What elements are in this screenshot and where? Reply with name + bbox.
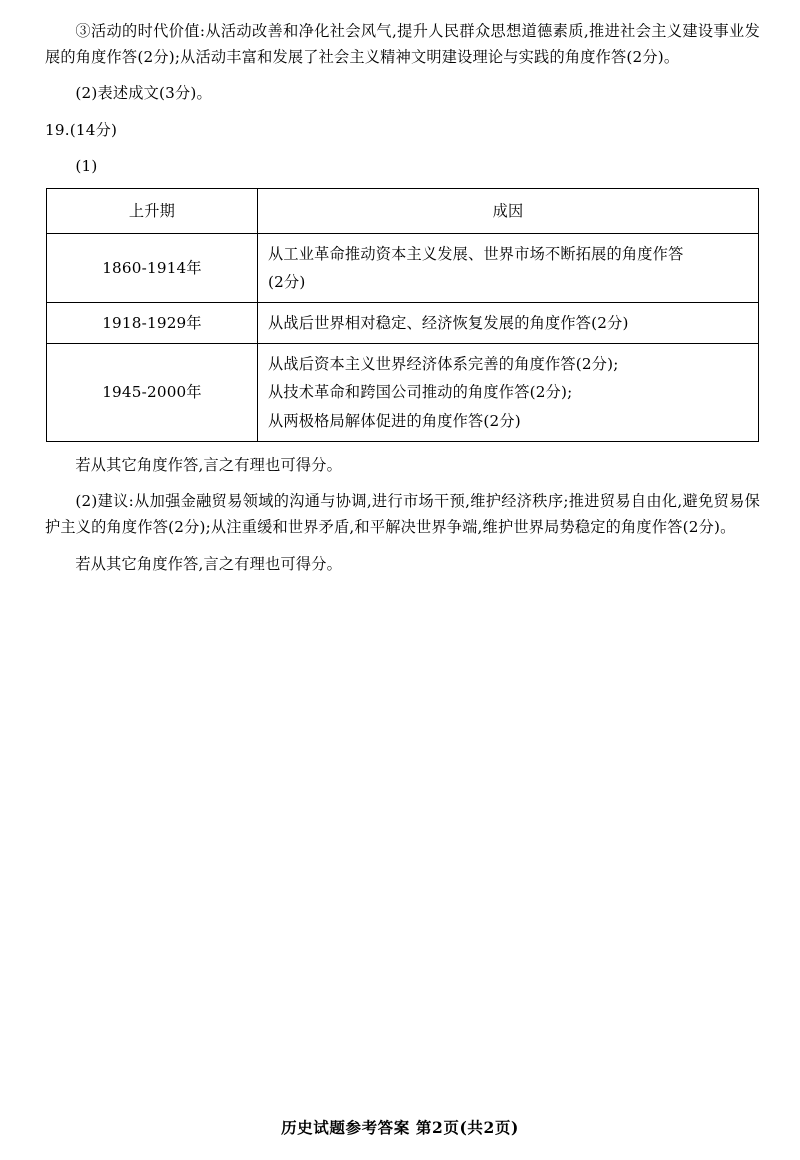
table-cell-cause-line: 从工业革命推动资本主义发展、世界市场不断拓展的角度作答 xyxy=(268,244,684,263)
note-other-perspectives-2: 若从其它角度作答,言之有理也可得分。 xyxy=(75,555,343,574)
table-cell-cause xyxy=(258,303,759,344)
table-cell-cause-line: 从两极格局解体促进的角度作答(2分) xyxy=(268,411,521,430)
table-cell-cause xyxy=(258,233,759,302)
note-other-perspectives-1: 若从其它角度作答,言之有理也可得分。 xyxy=(75,455,343,474)
table-row xyxy=(47,344,759,441)
table-header-row xyxy=(47,188,759,233)
table-cell-cause-line: 从战后资本主义世界经济体系完善的角度作答(2分); xyxy=(268,355,619,374)
table-row xyxy=(47,233,759,302)
question-19-heading: 19.(14分) xyxy=(45,121,118,140)
table-cell-cause-line: (2分) xyxy=(268,272,306,291)
footer-page-number: 第2页(共2页) xyxy=(415,1118,519,1137)
answer-table xyxy=(46,188,759,442)
table-cell-cause xyxy=(258,344,759,441)
table-cell-period: 1945-2000年 xyxy=(47,344,258,441)
paragraph-essay-requirement: (2)表述成文(3分)。 xyxy=(75,84,212,103)
table-header-period: 上升期 xyxy=(47,188,258,233)
question-19-part-2-answer: (2)建议:从加强金融贸易领域的沟通与协调,进行市场干预,维护经济秩序;推进贸易自由化,避免贸易保护主义的角度作答(2分);从注重缓和世界矛盾,和平解决世界争端,维护世界局势稳定的角度作答(2分)。 xyxy=(45,491,760,536)
question-19-part-1-label: (1) xyxy=(75,156,98,175)
table-header-cause: 成因 xyxy=(258,188,759,233)
table-row xyxy=(47,303,759,344)
footer-title: 历史试题参考答案 xyxy=(281,1118,410,1137)
table-cell-period: 1860-1914年 xyxy=(47,233,258,302)
paragraph-activity-value: ③活动的时代价值:从活动改善和净化社会风气,提升人民群众思想道德素质,推进社会主义建设事业发展的角度作答(2分);从活动丰富和发展了社会主义精神文明建设理论与实践的角度作答(2分)。 xyxy=(45,22,760,67)
page-footer xyxy=(0,1116,800,1138)
table-cell-period: 1918-1929年 xyxy=(47,303,258,344)
table-cell-cause-line: 从技术革命和跨国公司推动的角度作答(2分); xyxy=(268,383,573,402)
table-cell-cause-line: 从战后世界相对稳定、经济恢复发展的角度作答(2分) xyxy=(268,314,629,333)
